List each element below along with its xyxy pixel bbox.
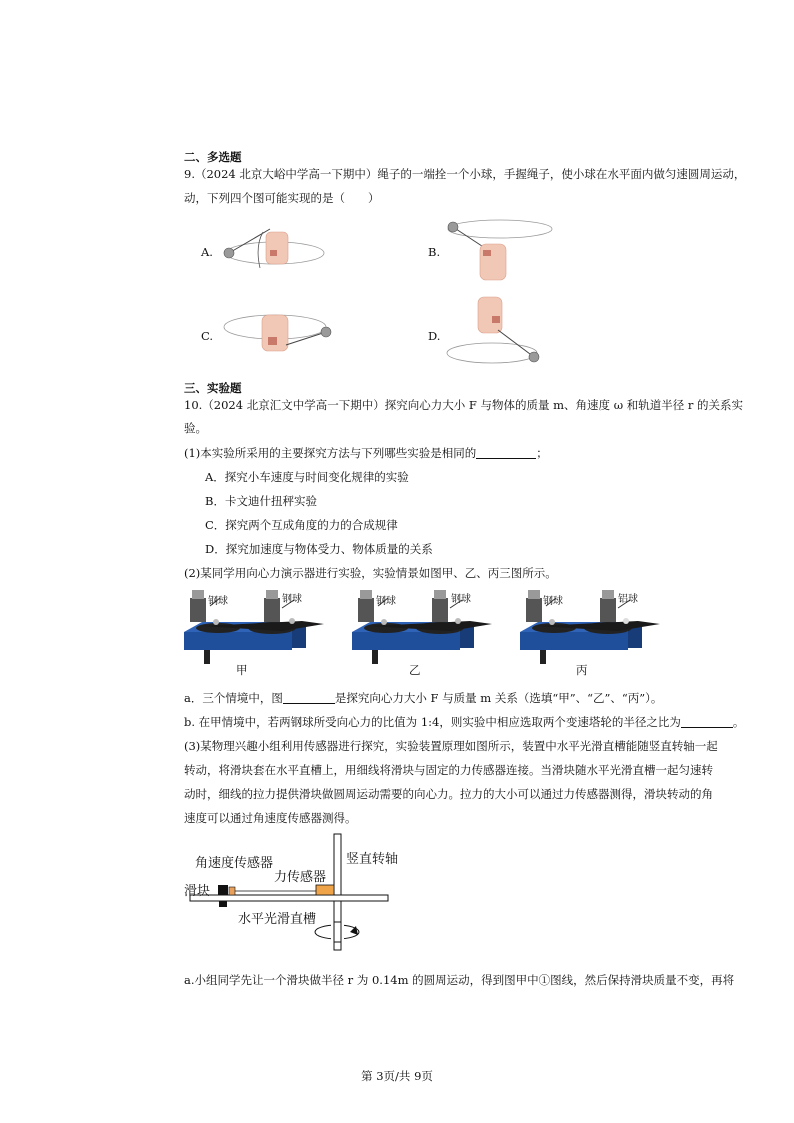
device-figure-jia [182, 588, 328, 678]
part-1-question [184, 445, 548, 461]
part-2a-question [184, 690, 662, 706]
answer-blank-2a[interactable] [283, 691, 335, 704]
part-3-line3: 动时，细线的拉力提供滑块做圆周运动需要的向心力。拉力的大小可以通过力传感器测得，滑块转动的角 [184, 787, 713, 801]
option-a-label: A. [201, 245, 213, 259]
device-yi-left-label: 钢球 [376, 596, 396, 607]
answer-blank-1[interactable] [476, 446, 536, 459]
part-3a-text: a.小组同学先让一个滑块做半径 r 为 0.14m 的圆周运动，得到图甲中①图线，然后保持滑块质量不变，再将 [184, 973, 735, 987]
section-heading-experiment: 三、实验题 [184, 381, 242, 395]
option-b-label: B. [428, 245, 441, 259]
question-10-line1: 10.（2024 北京汇文中学高一下期中）探究向心力大小 F 与物体的质量 m、角速度 ω 和轨道半径 r 的关系实 [184, 398, 744, 412]
label-force-sensor: 力传感器 [274, 870, 327, 885]
choice-c: C．探究两个互成角度的力的合成规律 [205, 518, 398, 532]
device-figure-yi [350, 588, 496, 678]
question-9-line1: 9.（2024 北京大峪中学高一下期中）绳子的一端拴一个小球，手握绳子，使小球在水平面内做匀速圆周运动， [184, 167, 746, 181]
option-c-figure [218, 305, 338, 365]
device-bing-left-label: 钢球 [543, 596, 563, 607]
part-3-line4: 速度可以通过角速度传感器测得。 [184, 811, 357, 825]
part-2a-text-1: a．三个情境中，图 [184, 691, 283, 705]
part-2b-question [184, 714, 744, 730]
device-figure-bing [518, 588, 664, 678]
part-2b-text: b. 在甲情境中，若两钢球所受向心力的比值为 1:4，则实验中相应选取两个变速塔轮的半径之比为 [184, 715, 681, 729]
part-1-end: ； [536, 446, 548, 460]
label-slider: 滑块 [184, 884, 211, 899]
option-b-figure [440, 212, 560, 292]
label-angular-velocity-sensor: 角速度传感器 [195, 856, 274, 871]
part-1-text: (1)本实验所采用的主要探究方法与下列哪些实验是相同的 [184, 446, 477, 460]
option-a-figure [218, 222, 338, 278]
page-footer: 第 3页/共 9页 [361, 1069, 433, 1083]
device-jia-caption: 甲 [236, 663, 248, 677]
device-bing-right-label: 铝球 [618, 594, 638, 605]
label-vertical-axis: 竖直转轴 [346, 852, 399, 867]
part-2a-text-2: 是探究向心力大小 F 与质量 m 关系（选填“甲”、“乙”、“丙”）。 [334, 691, 663, 705]
part-2b-end: 。 [732, 715, 745, 729]
section-heading-multiple-choice: 二、多选题 [184, 150, 242, 164]
option-c-label: C. [201, 329, 214, 343]
choice-b: B．卡文迪什扭秤实验 [205, 494, 317, 508]
device-yi-caption: 乙 [409, 663, 421, 677]
question-9-line2: 动，下列四个图可能实现的是（ ） [184, 191, 380, 205]
choice-d: D．探究加速度与物体受力、物体质量的关系 [205, 542, 433, 556]
device-jia-left-label: 钢球 [208, 596, 228, 607]
part-3-line2: 转动，将滑块套在水平直槽上，用细线将滑块与固定的力传感器连接。当滑块随水平光滑直槽一起匀速转 [184, 763, 713, 777]
answer-blank-2b[interactable] [681, 715, 733, 728]
device-bing-caption: 丙 [576, 663, 588, 677]
choice-a: A．探究小车速度与时间变化规律的实验 [205, 470, 409, 484]
question-10-line2: 验。 [184, 421, 207, 435]
option-d-label: D. [428, 329, 441, 343]
part-3-line1: (3)某物理兴趣小组利用传感器进行探究，实验装置原理如图所示，装置中水平光滑直槽能随竖直转轴一起 [184, 739, 718, 753]
device-jia-right-label: 钢球 [282, 594, 302, 605]
device-yi-right-label: 钢球 [451, 594, 471, 605]
option-d-figure [440, 294, 550, 370]
label-horizontal-groove: 水平光滑直槽 [238, 912, 317, 927]
part-2-question: (2)某同学用向心力演示器进行实验，实验情景如图甲、乙、丙三图所示。 [184, 566, 557, 580]
